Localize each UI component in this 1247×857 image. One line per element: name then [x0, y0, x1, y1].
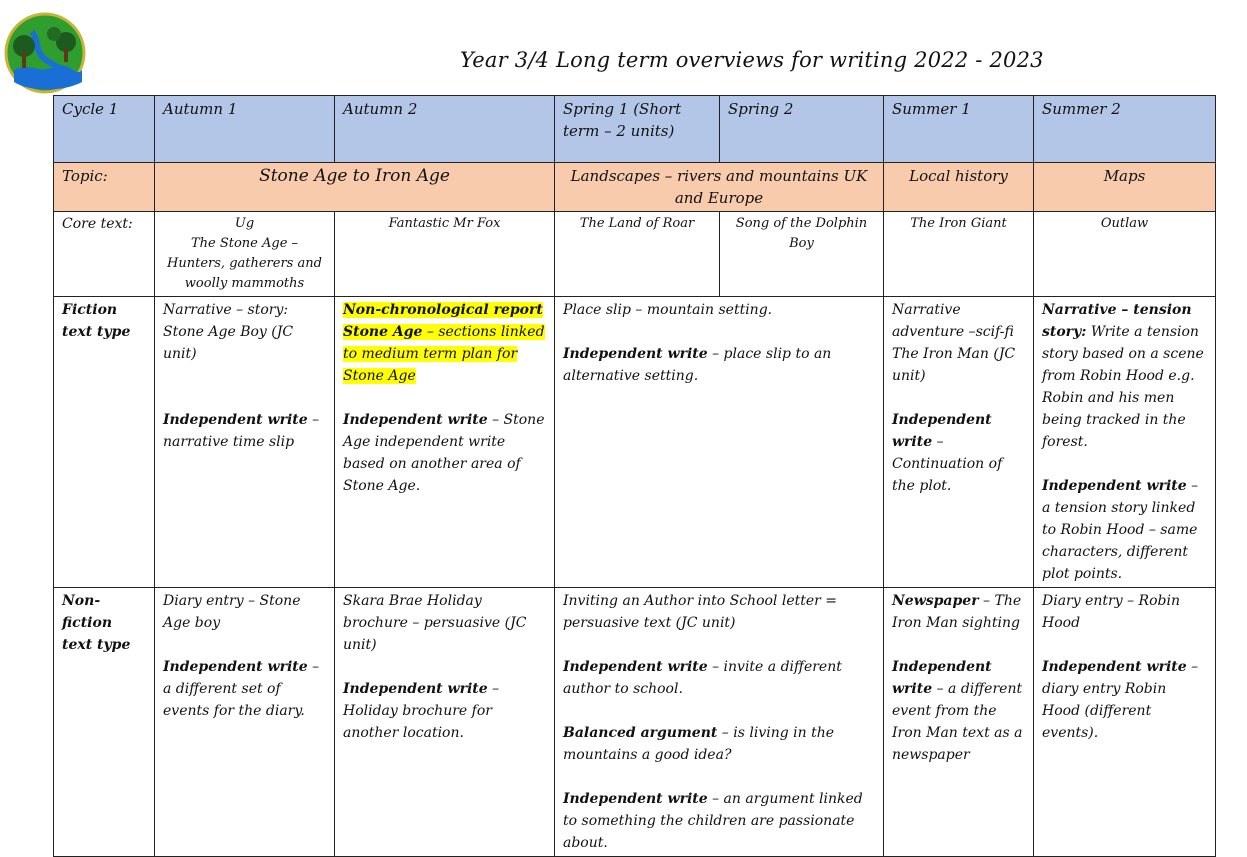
core-text-autumn2: Fantastic Mr Fox: [335, 212, 555, 297]
independent-write-label: Independent write: [1042, 478, 1187, 494]
nonfiction-autumn1: [155, 588, 335, 857]
fiction-summer2: [1034, 297, 1216, 588]
independent-write-text: – Continuation of the plot.: [892, 434, 1003, 494]
fiction-text: Narrative – story: Stone Age Boy (JC unit): [163, 302, 294, 362]
independent-write-label: Independent write: [163, 412, 308, 428]
independent-write-text: – diary entry Robin Hood (different events).: [1042, 659, 1199, 741]
core-text-line: Hunters, gatherers and: [167, 256, 322, 271]
spring2-header: Spring 2: [720, 96, 884, 163]
nonfiction-label: Non-fiction text type: [54, 588, 155, 857]
core-text-summer2: Outlaw: [1034, 212, 1216, 297]
core-text-line: The Stone Age –: [190, 236, 299, 251]
nonfiction-summer2: [1034, 588, 1216, 857]
autumn1-header: Autumn 1: [155, 96, 335, 163]
nonfiction-text: Diary entry – Stone Age boy: [163, 593, 301, 631]
highlighted-report-text: – sections linked to medium term plan for Stone Age: [343, 324, 545, 384]
independent-write-label: Independent write: [563, 791, 708, 807]
topic-row: [54, 163, 1216, 212]
nonfiction-text: Skara Brae Holiday brochure – persuasive (JC unit): [343, 593, 527, 653]
core-text-autumn1: [155, 212, 335, 297]
independent-write-label: Independent write: [892, 659, 992, 697]
page-title: Year 3/4 Long term overviews for writing 2022 - 2023: [460, 48, 1044, 72]
topic-autumn: Stone Age to Iron Age: [155, 163, 555, 212]
core-text-line: woolly mammoths: [184, 276, 305, 291]
core-text-spring2: Song of the Dolphin Boy: [720, 212, 884, 297]
core-text-label: Core text:: [54, 212, 155, 297]
summer2-header: Summer 2: [1034, 96, 1216, 163]
nonfiction-autumn2: [335, 588, 555, 857]
nonfiction-row: [54, 588, 1216, 857]
independent-write-label: Independent write: [563, 346, 708, 362]
school-logo: [4, 12, 86, 94]
fiction-autumn1: [155, 297, 335, 588]
core-text-spring1: The Land of Roar: [555, 212, 720, 297]
spring1-header: Spring 1 (Short term – 2 units): [555, 96, 720, 163]
fiction-spring: [555, 297, 884, 588]
independent-write-text: – invite a different author to school.: [563, 659, 842, 697]
fiction-text: Write a tension story based on a scene from Robin Hood e.g. Robin and his men being tracked in the forest.: [1042, 324, 1204, 450]
overview-table: [53, 95, 1216, 857]
independent-write-label: Independent write: [163, 659, 308, 675]
independent-write-label: Independent write: [343, 412, 488, 428]
autumn2-header: Autumn 2: [335, 96, 555, 163]
fiction-text: Place slip – mountain setting.: [563, 302, 773, 318]
independent-write-label: Independent write: [1042, 659, 1187, 675]
fiction-label: Fiction text type: [54, 297, 155, 588]
nonfiction-spring: [555, 588, 884, 857]
cycle-label: Cycle 1: [54, 96, 155, 163]
cycle-header-row: [54, 96, 1216, 163]
independent-write-text: – a different event from the Iron Man text as a newspaper: [892, 681, 1023, 763]
core-text-row: [54, 212, 1216, 297]
independent-write-label: Independent write: [343, 681, 488, 697]
independent-write-text: – a tension story linked to Robin Hood – same characters, different plot points.: [1042, 478, 1199, 582]
balanced-argument-text: – is living in the mountains a good idea?: [563, 725, 835, 763]
independent-write-text: – place slip to an alternative setting.: [563, 346, 832, 384]
summer1-header: Summer 1: [884, 96, 1034, 163]
independent-write-text: – narrative time slip: [163, 412, 320, 450]
topic-summer2: Maps: [1034, 163, 1216, 212]
independent-write-text: – Holiday brochure for another location.: [343, 681, 500, 741]
fiction-bold-text: Narrative – tension story:: [1042, 302, 1192, 340]
nonfiction-bold-text: Newspaper: [892, 593, 979, 609]
independent-write-text: – Stone Age independent write based on another area of Stone Age.: [343, 412, 545, 494]
fiction-row: [54, 297, 1216, 588]
independent-write-text: – a different set of events for the diary.: [163, 659, 320, 719]
nonfiction-text: – The Iron Man sighting: [892, 593, 1022, 631]
topic-summer1: Local history: [884, 163, 1034, 212]
fiction-autumn2: [335, 297, 555, 588]
nonfiction-text: Inviting an Author into School letter = persuasive text (JC unit): [563, 593, 838, 631]
nonfiction-summer1: [884, 588, 1034, 857]
independent-write-text: – an argument linked to something the children are passionate about.: [563, 791, 863, 851]
core-text-summer1: The Iron Giant: [884, 212, 1034, 297]
topic-label: Topic:: [54, 163, 155, 212]
core-text-line: Ug: [234, 216, 255, 231]
topic-spring: Landscapes – rivers and mountains UK and Europe: [555, 163, 884, 212]
nonfiction-text: Diary entry – Robin Hood: [1042, 593, 1180, 631]
balanced-argument-label: Balanced argument: [563, 725, 718, 741]
independent-write-label: Independent write: [563, 659, 708, 675]
fiction-text: Narrative adventure –scif-fi The Iron Man (JC unit): [892, 302, 1016, 384]
highlighted-report-title: Non-chronological report Stone Age: [343, 302, 543, 340]
fiction-summer1: [884, 297, 1034, 588]
independent-write-label: Independent write: [892, 412, 992, 450]
